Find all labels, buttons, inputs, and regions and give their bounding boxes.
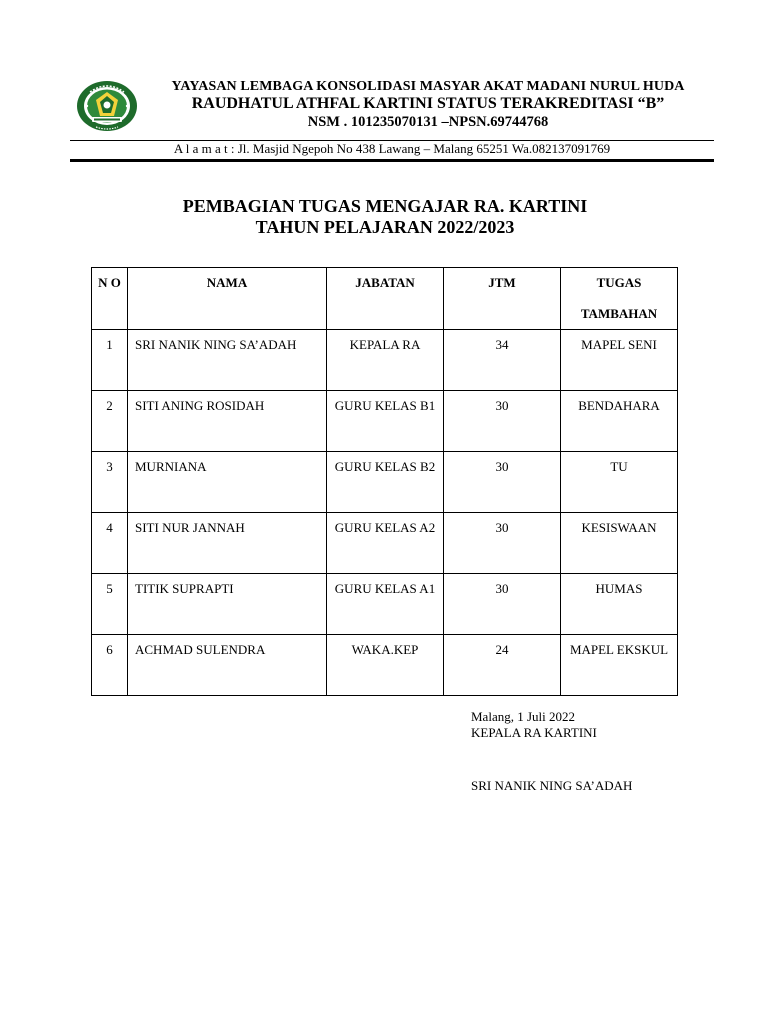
title-line-2: TAHUN PELAJARAN 2022/2023 (255, 217, 515, 237)
cell-tugas: HUMAS (561, 574, 678, 635)
signature-position: KEPALA RA KARTINI (471, 724, 597, 740)
cell-jabatan: KEPALA RA (327, 330, 444, 391)
header-tugas-tambahan: TUGAS TAMBAHAN (561, 268, 678, 330)
cell-jtm: 24 (444, 635, 561, 696)
table-row (92, 574, 678, 635)
cell-tugas: MAPEL EKSKUL (561, 635, 678, 696)
signature-name: SRI NANIK NING SA’ADAH (471, 778, 633, 793)
table-row (92, 452, 678, 513)
cell-nama: ACHMAD SULENDRA (128, 635, 327, 696)
school-ids: NSM . 101235070131 –NPSN.69744768 (307, 114, 549, 130)
cell-jtm: 30 (444, 574, 561, 635)
letterhead (140, 78, 716, 132)
school-logo-emblem (76, 80, 138, 132)
table-row (92, 391, 678, 452)
foundation-name: YAYASAN LEMBAGA KONSOLIDASI MASYAR AKAT MADANI NURUL HUDA (171, 79, 685, 94)
header-no: N O (92, 268, 128, 330)
cell-nama: SRI NANIK NING SA’ADAH (128, 330, 327, 391)
cell-jtm: 30 (444, 513, 561, 574)
cell-jabatan: GURU KELAS B2 (327, 452, 444, 513)
cell-jabatan: GURU KELAS B1 (327, 391, 444, 452)
table-row (92, 513, 678, 574)
cell-nama: SITI ANING ROSIDAH (128, 391, 327, 452)
cell-no: 2 (92, 391, 128, 452)
cell-no: 4 (92, 513, 128, 574)
title-line-1: PEMBAGIAN TUGAS MENGAJAR RA. KARTINI (182, 196, 588, 216)
cell-nama: SITI NUR JANNAH (128, 513, 327, 574)
cell-nama: MURNIANA (128, 452, 327, 513)
table-row (92, 635, 678, 696)
header-jtm: JTM (444, 268, 561, 330)
cell-tugas: KESISWAAN (561, 513, 678, 574)
letterhead-divider-thick (70, 159, 714, 162)
teaching-assignment-table (91, 267, 678, 696)
cell-tugas: BENDAHARA (561, 391, 678, 452)
cell-nama: TITIK SUPRAPTI (128, 574, 327, 635)
cell-jabatan: GURU KELAS A1 (327, 574, 444, 635)
header-nama: NAMA (128, 268, 327, 330)
signature-block (471, 709, 632, 794)
cell-no: 3 (92, 452, 128, 513)
school-name: RAUDHATUL ATHFAL KARTINI STATUS TERAKREDITASI “B” (191, 95, 665, 112)
signature-place-date: Malang, 1 Juli 2022 (471, 709, 575, 724)
cell-no: 5 (92, 574, 128, 635)
cell-no: 1 (92, 330, 128, 391)
cell-jabatan: GURU KELAS A2 (327, 513, 444, 574)
cell-jtm: 30 (444, 452, 561, 513)
cell-tugas: TU (561, 452, 678, 513)
cell-no: 6 (92, 635, 128, 696)
cell-tugas: MAPEL SENI (561, 330, 678, 391)
cell-jabatan: WAKA.KEP (327, 635, 444, 696)
header-jabatan: JABATAN (327, 268, 444, 330)
cell-jtm: 30 (444, 391, 561, 452)
school-logo (76, 80, 138, 132)
table-header-row (92, 268, 678, 330)
school-address: A l a m a t : Jl. Masjid Ngepoh No 438 Lawang – Malang 65251 Wa.082137091769 (173, 141, 611, 156)
document-title (70, 196, 700, 238)
cell-jtm: 34 (444, 330, 561, 391)
table-row (92, 330, 678, 391)
